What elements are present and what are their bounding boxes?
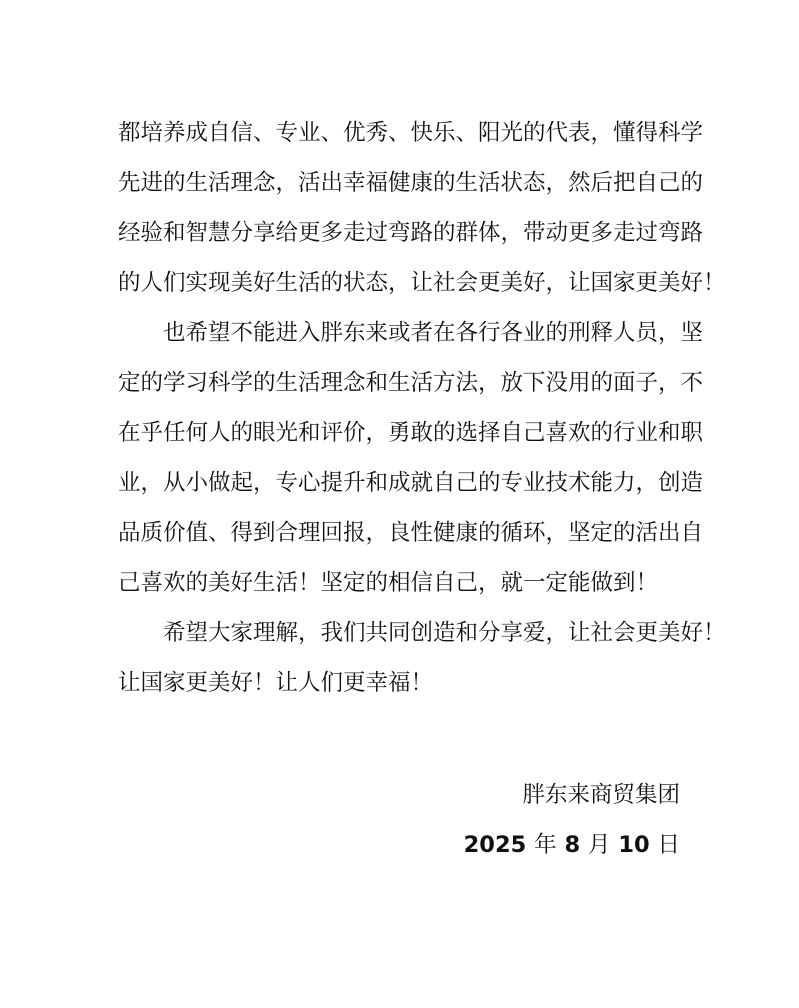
paragraph-1: [118, 108, 726, 308]
text-line: 定的学习科学的生活理念和生活方法，放下没用的面子，不: [118, 370, 704, 396]
paragraph-3: [118, 608, 726, 708]
date-year-unit: 年: [534, 832, 557, 858]
text-line: 品质价值、得到合理回报，良性健康的循环，坚定的活出自: [118, 520, 704, 546]
paragraph-2: [118, 308, 704, 608]
date-day: 10: [618, 832, 650, 858]
text-line: 让国家更美好！让人们更幸福！: [118, 670, 434, 696]
text-line: 的人们实现美好生活的状态，让社会更美好，让国家更美好！: [118, 270, 726, 296]
signature-organization: 胖东来商贸集团: [522, 782, 680, 808]
text-line: 希望大家理解，我们共同创造和分享爱，让社会更美好！: [163, 620, 726, 646]
date-month-unit: 月: [587, 832, 611, 858]
text-line: 己喜欢的美好生活！坚定的相信自己，就一定能做到！: [118, 570, 659, 596]
text-line: 在乎任何人的眼光和评价，勇敢的选择自己喜欢的行业和职: [118, 420, 704, 446]
text-line: 经验和智慧分享给更多走过弯路的群体，带动更多走过弯路: [118, 220, 704, 246]
text-line: 都培养成自信、专业、优秀、快乐、阳光的代表，懂得科学: [118, 120, 704, 146]
date-day-unit: 日: [657, 832, 680, 858]
text-line: 业，从小做起，专心提升和成就自己的专业技术能力，创造: [118, 470, 704, 496]
date-month: 8: [564, 832, 581, 858]
signature-date: [464, 820, 680, 870]
text-line: 先进的生活理念，活出幸福健康的生活状态，然后把自己的: [118, 170, 704, 196]
text-line: 也希望不能进入胖东来或者在各行各业的刑释人员，坚: [163, 320, 704, 346]
letter-body: [118, 108, 726, 708]
date-year: 2025: [463, 832, 527, 858]
